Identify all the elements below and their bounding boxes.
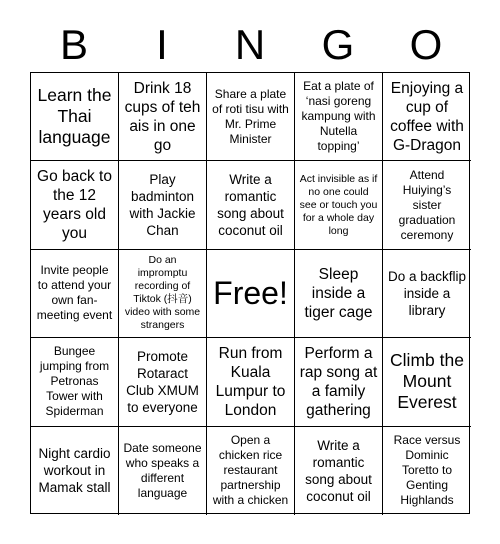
bingo-cell[interactable] xyxy=(119,427,207,515)
cell-text: Do an impromptu recording of Tiktok (抖音) video with some strangers xyxy=(124,254,201,332)
bingo-cell[interactable] xyxy=(295,73,383,161)
bingo-cell[interactable] xyxy=(383,250,471,338)
bingo-cell[interactable] xyxy=(207,338,295,426)
header-letter-b: B xyxy=(59,21,88,68)
cell-text: Climb the Mount Everest xyxy=(390,350,464,413)
bingo-cell[interactable] xyxy=(119,250,207,338)
cell-text: Share a plate of roti tisu with Mr. Prime Minister xyxy=(212,86,289,146)
cell-text: Do a backflip inside a library xyxy=(387,268,467,318)
bingo-cell[interactable] xyxy=(383,73,471,161)
bingo-cell[interactable] xyxy=(295,427,383,515)
cell-text: Drink 18 cups of teh ais in one go xyxy=(124,79,201,154)
bingo-board xyxy=(30,72,470,514)
cell-text: Write a romantic song about coconut oil xyxy=(217,172,284,239)
cell-text: Promote Rotaract Club XMUM to everyone xyxy=(126,348,199,415)
bingo-cell[interactable] xyxy=(383,427,471,515)
bingo-cell[interactable] xyxy=(119,73,207,161)
bingo-cell[interactable] xyxy=(31,250,119,338)
cell-text: Enjoying a cup of coffee with G-Dragon xyxy=(390,79,464,154)
bingo-cell[interactable] xyxy=(119,338,207,426)
bingo-cell[interactable] xyxy=(295,250,383,338)
cell-text: Run from Kuala Lumpur to London xyxy=(215,344,286,419)
bingo-cell[interactable] xyxy=(383,161,471,249)
bingo-cell[interactable] xyxy=(119,161,207,249)
free-space-text: Free! xyxy=(213,275,288,312)
free-space-cell[interactable] xyxy=(207,250,295,338)
bingo-cell[interactable] xyxy=(31,338,119,426)
cell-text: Learn the Thai language xyxy=(37,85,112,148)
cell-text: Sleep inside a tiger cage xyxy=(304,265,373,321)
cell-text: Play badminton with Jackie Chan xyxy=(129,172,196,239)
header-letter-n: N xyxy=(234,21,266,68)
bingo-cell[interactable] xyxy=(31,161,119,249)
bingo-cell[interactable] xyxy=(383,338,471,426)
bingo-cell[interactable] xyxy=(207,427,295,515)
bingo-cell[interactable] xyxy=(31,73,119,161)
cell-text: Act invisible as if no one could see or touch you for a whole day long xyxy=(299,172,378,237)
header-letter-o: O xyxy=(409,21,443,68)
bingo-cell[interactable] xyxy=(295,338,383,426)
cell-text: Bungee jumping from Petronas Tower with Spiderman xyxy=(39,344,110,419)
cell-text: Race versus Dominic Toretto to Genting Highlands xyxy=(393,433,461,508)
bingo-cell[interactable] xyxy=(207,73,295,161)
bingo-cell[interactable] xyxy=(295,161,383,249)
cell-text: Write a romantic song about coconut oil xyxy=(305,437,372,504)
cell-text: Attend Huiying’s sister graduation ceremony xyxy=(398,167,456,242)
cell-text: Eat a plate of ‘nasi goreng kampung with Nutella topping’ xyxy=(301,79,376,154)
cell-text: Go back to the 12 years old you xyxy=(37,168,112,243)
cell-text: Invite people to attend your own fan-meeting event xyxy=(36,263,113,323)
bingo-cell[interactable] xyxy=(207,161,295,249)
cell-text: Date someone who speaks a different language xyxy=(123,440,202,500)
header-letter-g: G xyxy=(321,21,355,68)
cell-text: Night cardio workout in Mamak stall xyxy=(38,446,111,496)
bingo-cell[interactable] xyxy=(31,427,119,515)
cell-text: Perform a rap song at a family gathering xyxy=(299,344,378,419)
header-letter-i: I xyxy=(156,21,168,68)
bingo-header xyxy=(30,20,470,70)
cell-text: Open a chicken rice restaurant partnership with a chicken xyxy=(212,433,289,508)
